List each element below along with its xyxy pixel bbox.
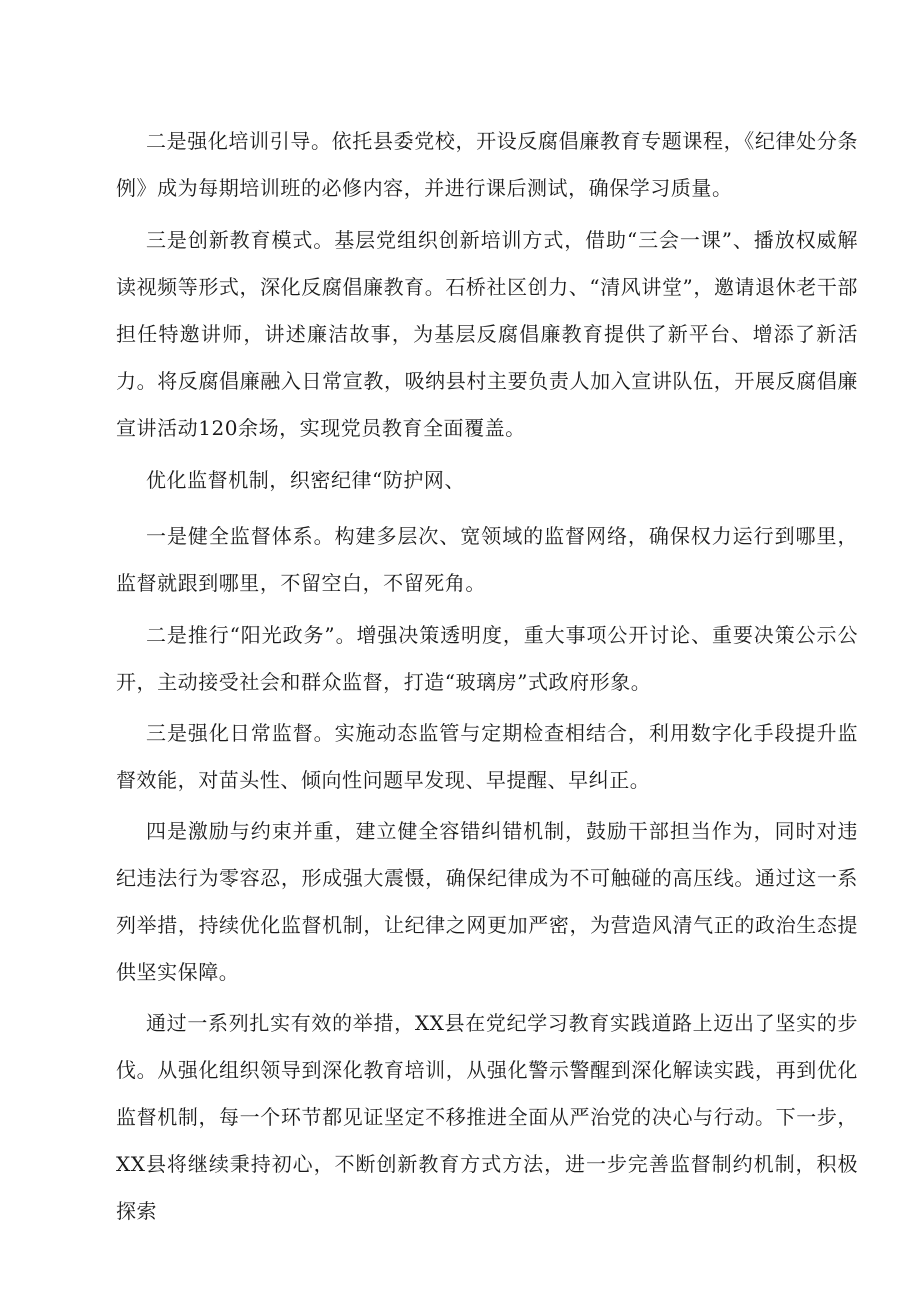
paragraph-incentive-constraint: 四是激励与约束并重，建立健全容错纠错机制，鼓励干部担当作为，同时对违纪违法行为零容忍，形成强大震慑，确保纪律成为不可触碰的高压线。通过这一系列举措，持续优化监督机制，让纪律之网更加严密，为营造风清气正的政治生态提供坚实保障。 [116, 819, 858, 984]
paragraph-training-guidance: 二是强化培训引导。依托县委党校，开设反腐倡廉教育专题课程，《纪律处分条例》成为每期培训班的必修内容，并进行课后测试，确保学习质量。 [116, 129, 858, 200]
paragraph-sunshine-governance: 二是推行“阳光政务”。增强决策透明度，重大事项公开讨论、重要决策公示公开，主动接受社会和群众监督，打造“玻璃房”式政府形象。 [116, 623, 858, 694]
section-heading-supervision: 优化监督机制，织密纪律“防护网、 [146, 468, 466, 492]
paragraph-supervision-system: 一是健全监督体系。构建多层次、宽领域的监督网络，确保权力运行到哪里，监督就跟到哪里，不留空白，不留死角。 [116, 524, 858, 595]
paragraph-daily-supervision: 三是强化日常监督。实施动态监管与定期检查相结合，利用数字化手段提升监督效能，对苗头性、倾向性问题早发现、早提醒、早纠正。 [116, 721, 858, 792]
paragraph-education-model: 三是创新教育模式。基层党组织创新培训方式，借助“三会一课”、播放权威解读视频等形式，深化反腐倡廉教育。石桥社区创力、“清风讲堂”，邀请退休老干部担任特邀讲师，讲述廉洁故事，为基层反腐倡廉教育提供了新平台、增添了新活力。将反腐倡廉融入日常宣教，吸纳县村主要负责人加入宣讲队伍，开展反腐倡廉宣讲活动120余场，实现党员教育全面覆盖。 [116, 228, 858, 440]
paragraph-conclusion: 通过一系列扎实有效的举措，XX县在党纪学习教育实践道路上迈出了坚实的步伐。从强化组织领导到深化教育培训，从强化警示警醒到深化解读实践，再到优化监督机制，每一个环节都见证坚定不移推进全面从严治党的决心与行动。下一步，XX县将继续秉持初心，不断创新教育方式方法，进一步完善监督制约机制，积极探索 [116, 1011, 858, 1223]
